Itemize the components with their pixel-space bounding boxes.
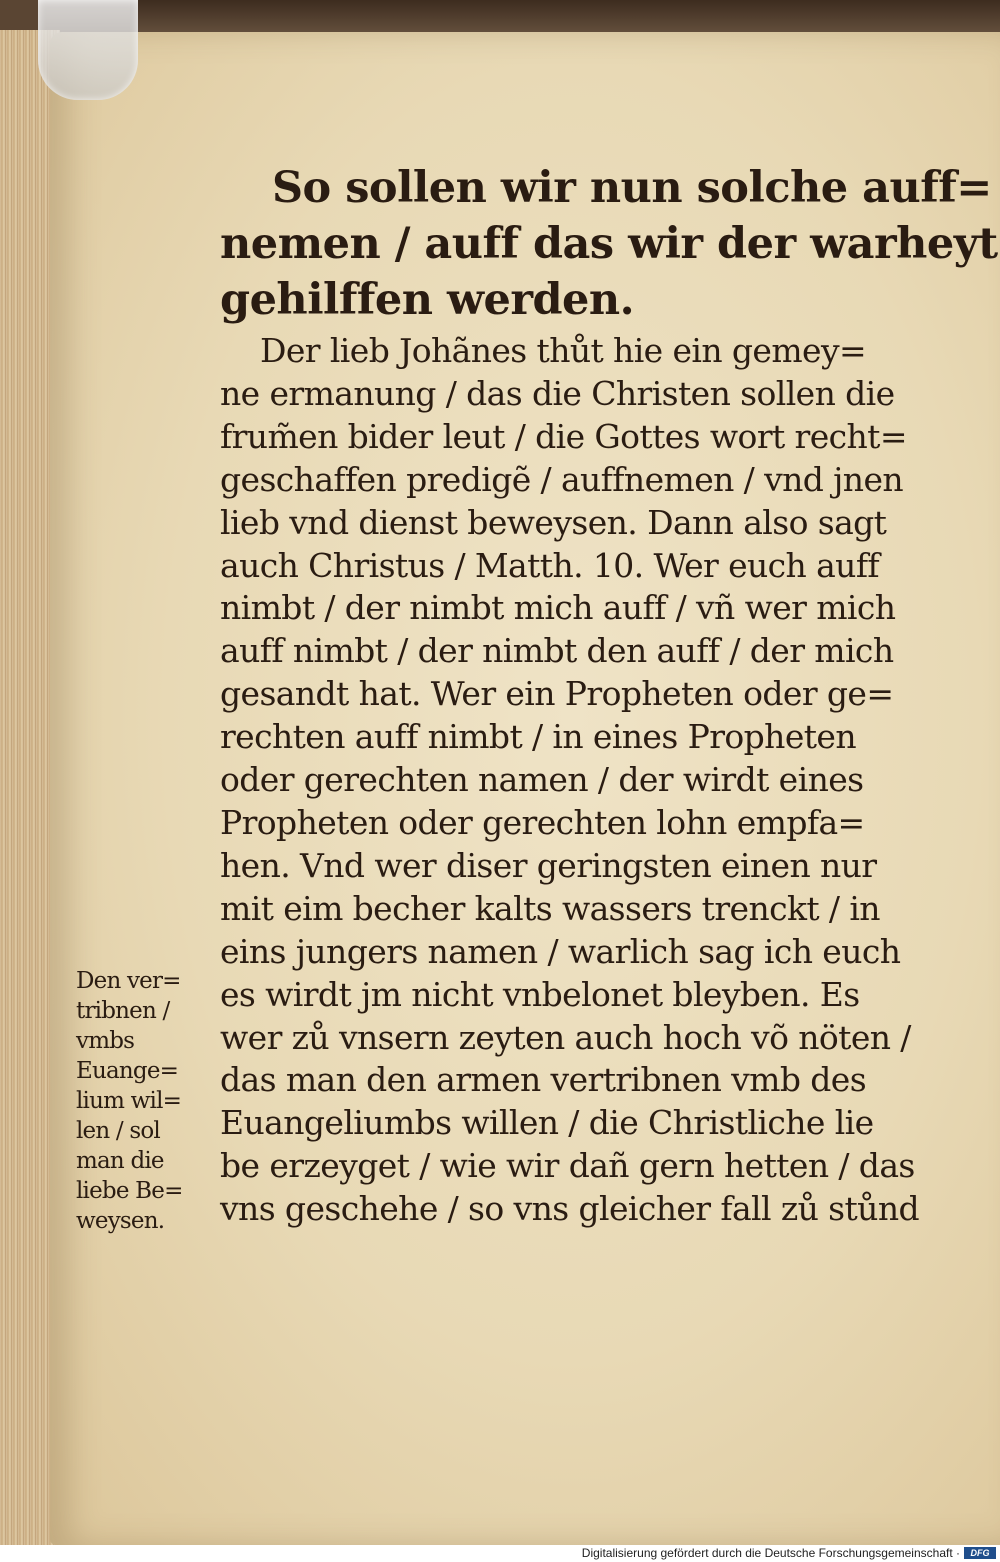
marginal-line: Euange= <box>76 1058 179 1084</box>
body-line: geschaffen predigẽ / auffnemen / vnd jnen <box>220 459 904 499</box>
marginal-line: len / sol <box>76 1118 160 1144</box>
body-line: das man den armen vertribnen vmb des <box>220 1060 867 1100</box>
marginal-line: lium wil= <box>76 1088 182 1114</box>
body-line: mit eim becher kalts wassers trenckt / in <box>220 888 880 928</box>
marginal-line: tribnen / <box>76 998 170 1024</box>
heading <box>220 160 998 328</box>
body-line: es wirdt jm nicht vnbelonet bleyben. Es <box>220 974 860 1014</box>
body-line: wer zů vnsern zeyten auch hoch võ nöten / <box>220 1017 911 1057</box>
body-text <box>220 330 920 1231</box>
funding-credit: Digitalisierung gefördert durch die Deutsche Forschungsgemeinschaft · <box>581 1546 960 1560</box>
body-line: ne ermanung / das die Christen sollen die <box>220 373 895 413</box>
main-text-block <box>220 160 998 1231</box>
dfg-logo: DFG <box>964 1547 996 1559</box>
marginal-note <box>76 966 206 1236</box>
heading-line: nemen / auff das wir der warheyt <box>220 219 998 269</box>
body-line: hen. Vnd wer diser geringsten einen nur <box>220 845 877 885</box>
body-line: be erzeyget / wie wir dañ gern hetten / das <box>220 1146 915 1186</box>
body-line: auch Christus / Matth. 10. Wer euch auff <box>220 545 880 585</box>
marginal-line: liebe Be= <box>76 1178 183 1204</box>
body-line: auff nimbt / der nimbt den auff / der mich <box>220 631 894 671</box>
marginal-line: Den ver= <box>76 968 181 994</box>
body-line: frum̃en bider leut / die Gottes wort recht= <box>220 416 907 456</box>
body-line: vns geschehe / so vns gleicher fall zů stůnd <box>220 1189 920 1229</box>
body-line: gesandt hat. Wer ein Propheten oder ge= <box>220 674 894 714</box>
marginal-line: weysen. <box>76 1208 165 1234</box>
body-line: oder gerechten namen / der wirdt eines <box>220 760 864 800</box>
body-line: Euangeliumbs willen / die Christliche lie <box>220 1103 874 1143</box>
footer-bar <box>0 1545 1000 1562</box>
body-line: rechten auff nimbt / in eines Propheten <box>220 717 856 757</box>
body-line: Propheten oder gerechten lohn empfa= <box>220 802 865 842</box>
body-line: eins jungers namen / warlich sag ich euch <box>220 931 901 971</box>
marginal-line: man die <box>76 1148 164 1174</box>
heading-line: gehilffen werden. <box>220 275 635 325</box>
heading-line: So sollen wir nun solche auff= <box>272 163 992 213</box>
book-clip <box>38 0 138 100</box>
body-line: Der lieb Johãnes thůt hie ein gemey= <box>260 331 867 370</box>
body-line: lieb vnd dienst beweysen. Dann also sagt <box>220 502 887 542</box>
marginal-line: vmbs <box>76 1028 135 1054</box>
body-line: nimbt / der nimbt mich auff / vñ wer mich <box>220 588 896 628</box>
